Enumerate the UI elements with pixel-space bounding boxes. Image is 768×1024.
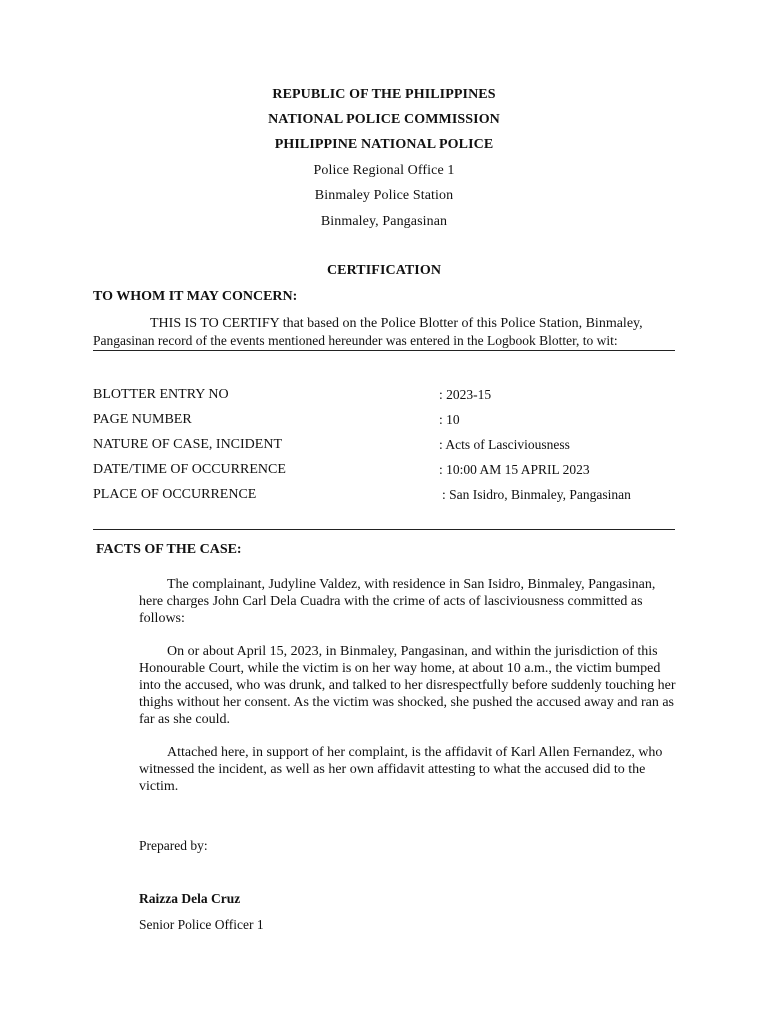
header-pnp: PHILIPPINE NATIONAL POLICE <box>274 137 494 152</box>
facts-paragraph-1 <box>139 576 679 627</box>
header-station: Binmaley Police Station <box>314 188 454 203</box>
intro-line-1: THIS IS TO CERTIFY that based on the Police Blotter of this Police Station, Binmaley, <box>150 316 643 331</box>
entry-value-datetime: : 10:00 AM 15 APRIL 2023 <box>439 462 590 477</box>
header-regional-office: Police Regional Office 1 <box>313 163 455 178</box>
entry-value-page: : 10 <box>439 412 460 427</box>
entry-label-page: PAGE NUMBER <box>93 412 192 427</box>
entry-label-nature: NATURE OF CASE, INCIDENT <box>93 437 282 452</box>
entry-value-nature: : Acts of Lasciviousness <box>439 437 570 452</box>
signatory-name: Raizza Dela Cruz <box>139 891 241 906</box>
entries-divider <box>93 529 675 530</box>
facts-paragraph-2-text: On or about April 15, 2023, in Binmaley, Pangasinan, and within the jurisdiction of this Honourable Court, while the victim is on her way home, at about 10 a.m., the victim bumped into the accused, who was drunk, and talked to her disrespectfully before suddenly touching her thighs without her consent. As the victim was shocked, she pushed the accused away and ran as far as she could. <box>139 644 676 727</box>
facts-paragraph-3-text: Attached here, in support of her complaint, is the affidavit of Karl Allen Fernandez, who witnessed the incident, as well as her own affidavit attesting to what the accused did to the victim. <box>139 745 663 794</box>
entry-label-place: PLACE OF OCCURRENCE <box>93 487 257 502</box>
entry-value-place: : San Isidro, Binmaley, Pangasinan <box>442 487 631 502</box>
prepared-by-label: Prepared by: <box>139 838 208 853</box>
entry-label-blotter: BLOTTER ENTRY NO <box>93 387 229 402</box>
document-title: CERTIFICATION <box>326 263 442 278</box>
header-napolcom: NATIONAL POLICE COMMISSION <box>268 112 500 127</box>
intro-line-2: Pangasinan record of the events mentioned hereunder was entered in the Logbook Blotter, to wit: <box>93 333 618 348</box>
salutation: TO WHOM IT MAY CONCERN: <box>93 289 298 304</box>
header-location: Binmaley, Pangasinan <box>320 214 448 229</box>
facts-paragraph-1-text: The complainant, Judyline Valdez, with residence in San Isidro, Binmaley, Pangasinan, here charges John Carl Dela Cuadra with the crime of acts of lasciviousness committed as follows: <box>139 577 656 626</box>
facts-paragraph-3 <box>139 744 679 795</box>
intro-underline <box>93 350 675 351</box>
entry-value-blotter: : 2023-15 <box>439 387 492 402</box>
signatory-position: Senior Police Officer 1 <box>139 917 264 932</box>
entry-label-datetime: DATE/TIME OF OCCURRENCE <box>93 462 286 477</box>
facts-paragraph-2 <box>139 643 679 728</box>
facts-heading: FACTS OF THE CASE: <box>96 542 242 557</box>
header-republic: REPUBLIC OF THE PHILIPPINES <box>272 87 496 102</box>
